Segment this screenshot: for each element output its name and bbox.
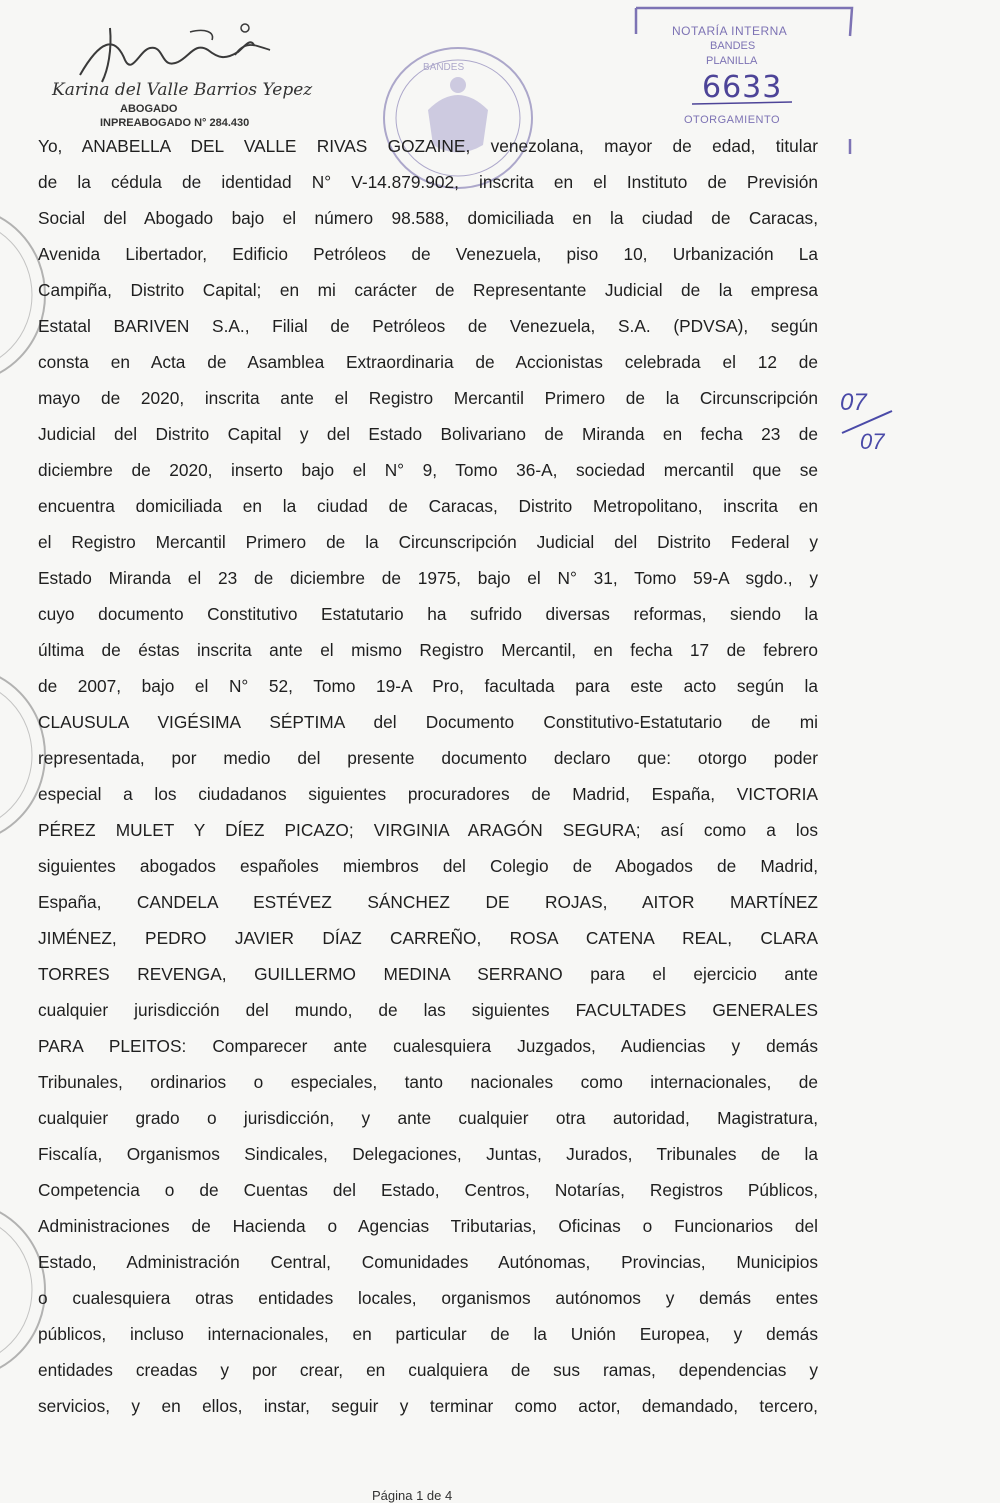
document-body bbox=[38, 128, 818, 1424]
body-line: públicos, incluso internacionales, en particular de la Unión Europea, y demás bbox=[38, 1324, 818, 1344]
body-line: Fiscalía, Organismos Sindicales, Delegaciones, Juntas, Jurados, Tribunales de la bbox=[38, 1144, 818, 1164]
body-line: Estado Miranda el 23 de diciembre de 1975, bajo el N° 31, Tomo 59-A sgdo., y bbox=[38, 568, 818, 588]
body-line: Estado, Administración Central, Comunidades Autónomas, Provincias, Municipios bbox=[38, 1252, 818, 1272]
body-line: cuyo documento Constitutivo Estatutario ha sufrido diversas reformas, siendo la bbox=[38, 604, 818, 624]
body-line: Judicial del Distrito Capital y del Estado Bolivariano de Miranda en fecha 23 de bbox=[38, 424, 818, 444]
folio-mark bbox=[830, 385, 910, 460]
lawyer-name: Karina del Valle Barrios Yepez bbox=[52, 80, 313, 100]
body-line: de la cédula de identidad N° V-14.879.902, inscrita en el Instituto de Previsión bbox=[38, 172, 818, 192]
body-line: Estatal BARIVEN S.A., Filial de Petróleos de Venezuela, S.A. (PDVSA), según bbox=[38, 316, 818, 336]
body-line: de 2007, bajo el N° 52, Tomo 19-A Pro, facultada para este acto según la bbox=[38, 676, 818, 696]
body-line: consta en Acta de Asamblea Extraordinaria de Accionistas celebrada el 12 de bbox=[38, 352, 818, 372]
body-line: JIMÉNEZ, PEDRO JAVIER DÍAZ CARREÑO, ROSA CATENA REAL, CLARA bbox=[38, 928, 818, 948]
body-line: cualquier jurisdicción del mundo, de las siguientes FACULTADES GENERALES bbox=[38, 1000, 818, 1020]
body-line: Avenida Libertador, Edificio Petróleos de Venezuela, piso 10, Urbanización La bbox=[38, 244, 818, 264]
body-line: entidades creadas y por crear, en cualquiera de sus ramas, dependencias y bbox=[38, 1360, 818, 1380]
body-line: Competencia o de Cuentas del Estado, Centros, Notarías, Registros Públicos, bbox=[38, 1180, 818, 1200]
body-line: cualquier grado o jurisdicción, y ante cualquier otra autoridad, Magistratura, bbox=[38, 1108, 818, 1128]
lawyer-stamp bbox=[40, 20, 313, 129]
body-line: TORRES REVENGA, GUILLERMO MEDINA SERRANO para el ejercicio ante bbox=[38, 964, 818, 984]
body-line: servicios, y en ellos, instar, seguir y terminar como actor, demandado, tercero, bbox=[38, 1396, 818, 1416]
body-line: Administraciones de Hacienda o Agencias Tributarias, Oficinas o Funcionarios del bbox=[38, 1216, 818, 1236]
body-line: diciembre de 2020, inserto bajo el N° 9, Tomo 36-A, sociedad mercantil que se bbox=[38, 460, 818, 480]
body-line: última de éstas inscrita ante el mismo Registro Mercantil, en fecha 17 de febrero bbox=[38, 640, 818, 660]
notary-type: OTORGAMIENTO bbox=[684, 114, 781, 126]
body-line: mayo de 2020, inscrita ante el Registro Mercantil Primero de la Circunscripción bbox=[38, 388, 818, 408]
body-line: siguientes abogados españoles miembros del Colegio de Abogados de Madrid, bbox=[38, 856, 818, 876]
body-line: España, CANDELA ESTÉVEZ SÁNCHEZ DE ROJAS, AITOR MARTÍNEZ bbox=[38, 892, 818, 912]
lawyer-registration: INPREABOGADO N° 284.430 bbox=[100, 117, 250, 129]
folio-number-top: 07 bbox=[840, 389, 867, 416]
body-line: Tribunales, ordinarios o especiales, tanto nacionales como internacionales, de bbox=[38, 1072, 818, 1092]
body-line: representada, por medio del presente documento declaro que: otorgo poder bbox=[38, 748, 818, 768]
body-line: CLAUSULA VIGÉSIMA SÉPTIMA del Documento Constitutivo-Estatutario de mi bbox=[38, 712, 818, 732]
body-line: encuentra domiciliada en la ciudad de Caracas, Distrito Metropolitano, inscrita en bbox=[38, 496, 818, 516]
notary-planilla-number: 6633 bbox=[702, 70, 783, 105]
body-line: el Registro Mercantil Primero de la Circunscripción Judicial del Distrito Federal y bbox=[38, 532, 818, 552]
body-line: Social del Abogado bajo el número 98.588, domiciliada en la ciudad de Caracas, bbox=[38, 208, 818, 228]
notary-planilla-label: PLANILLA bbox=[706, 55, 758, 67]
notary-bank: BANDES bbox=[710, 40, 756, 52]
body-line: o cualesquiera otras entidades locales, organismos autónomos y demás entes bbox=[38, 1288, 818, 1308]
body-line: PÉREZ MULET Y DÍEZ PICAZO; VIRGINIA ARAGÓN SEGURA; así como a los bbox=[38, 820, 818, 840]
body-line: PARA PLEITOS: Comparecer ante cualesquiera Juzgados, Audiencias y demás bbox=[38, 1036, 818, 1056]
seal-label: BANDES bbox=[423, 62, 465, 73]
lawyer-title: ABOGADO bbox=[120, 103, 178, 115]
body-line: especial a los ciudadanos siguientes procuradores de Madrid, España, VICTORIA bbox=[38, 784, 818, 804]
notary-title: NOTARÍA INTERNA bbox=[672, 24, 788, 38]
folio-number-bottom: 07 bbox=[860, 429, 885, 454]
page-number-footer: Página 1 de 4 bbox=[372, 1488, 453, 1503]
body-line: Campiña, Distrito Capital; en mi carácter de Representante Judicial de la empresa bbox=[38, 280, 818, 300]
body-line: Yo, ANABELLA DEL VALLE RIVAS GOZAINE, venezolana, mayor de edad, titular bbox=[38, 136, 818, 156]
